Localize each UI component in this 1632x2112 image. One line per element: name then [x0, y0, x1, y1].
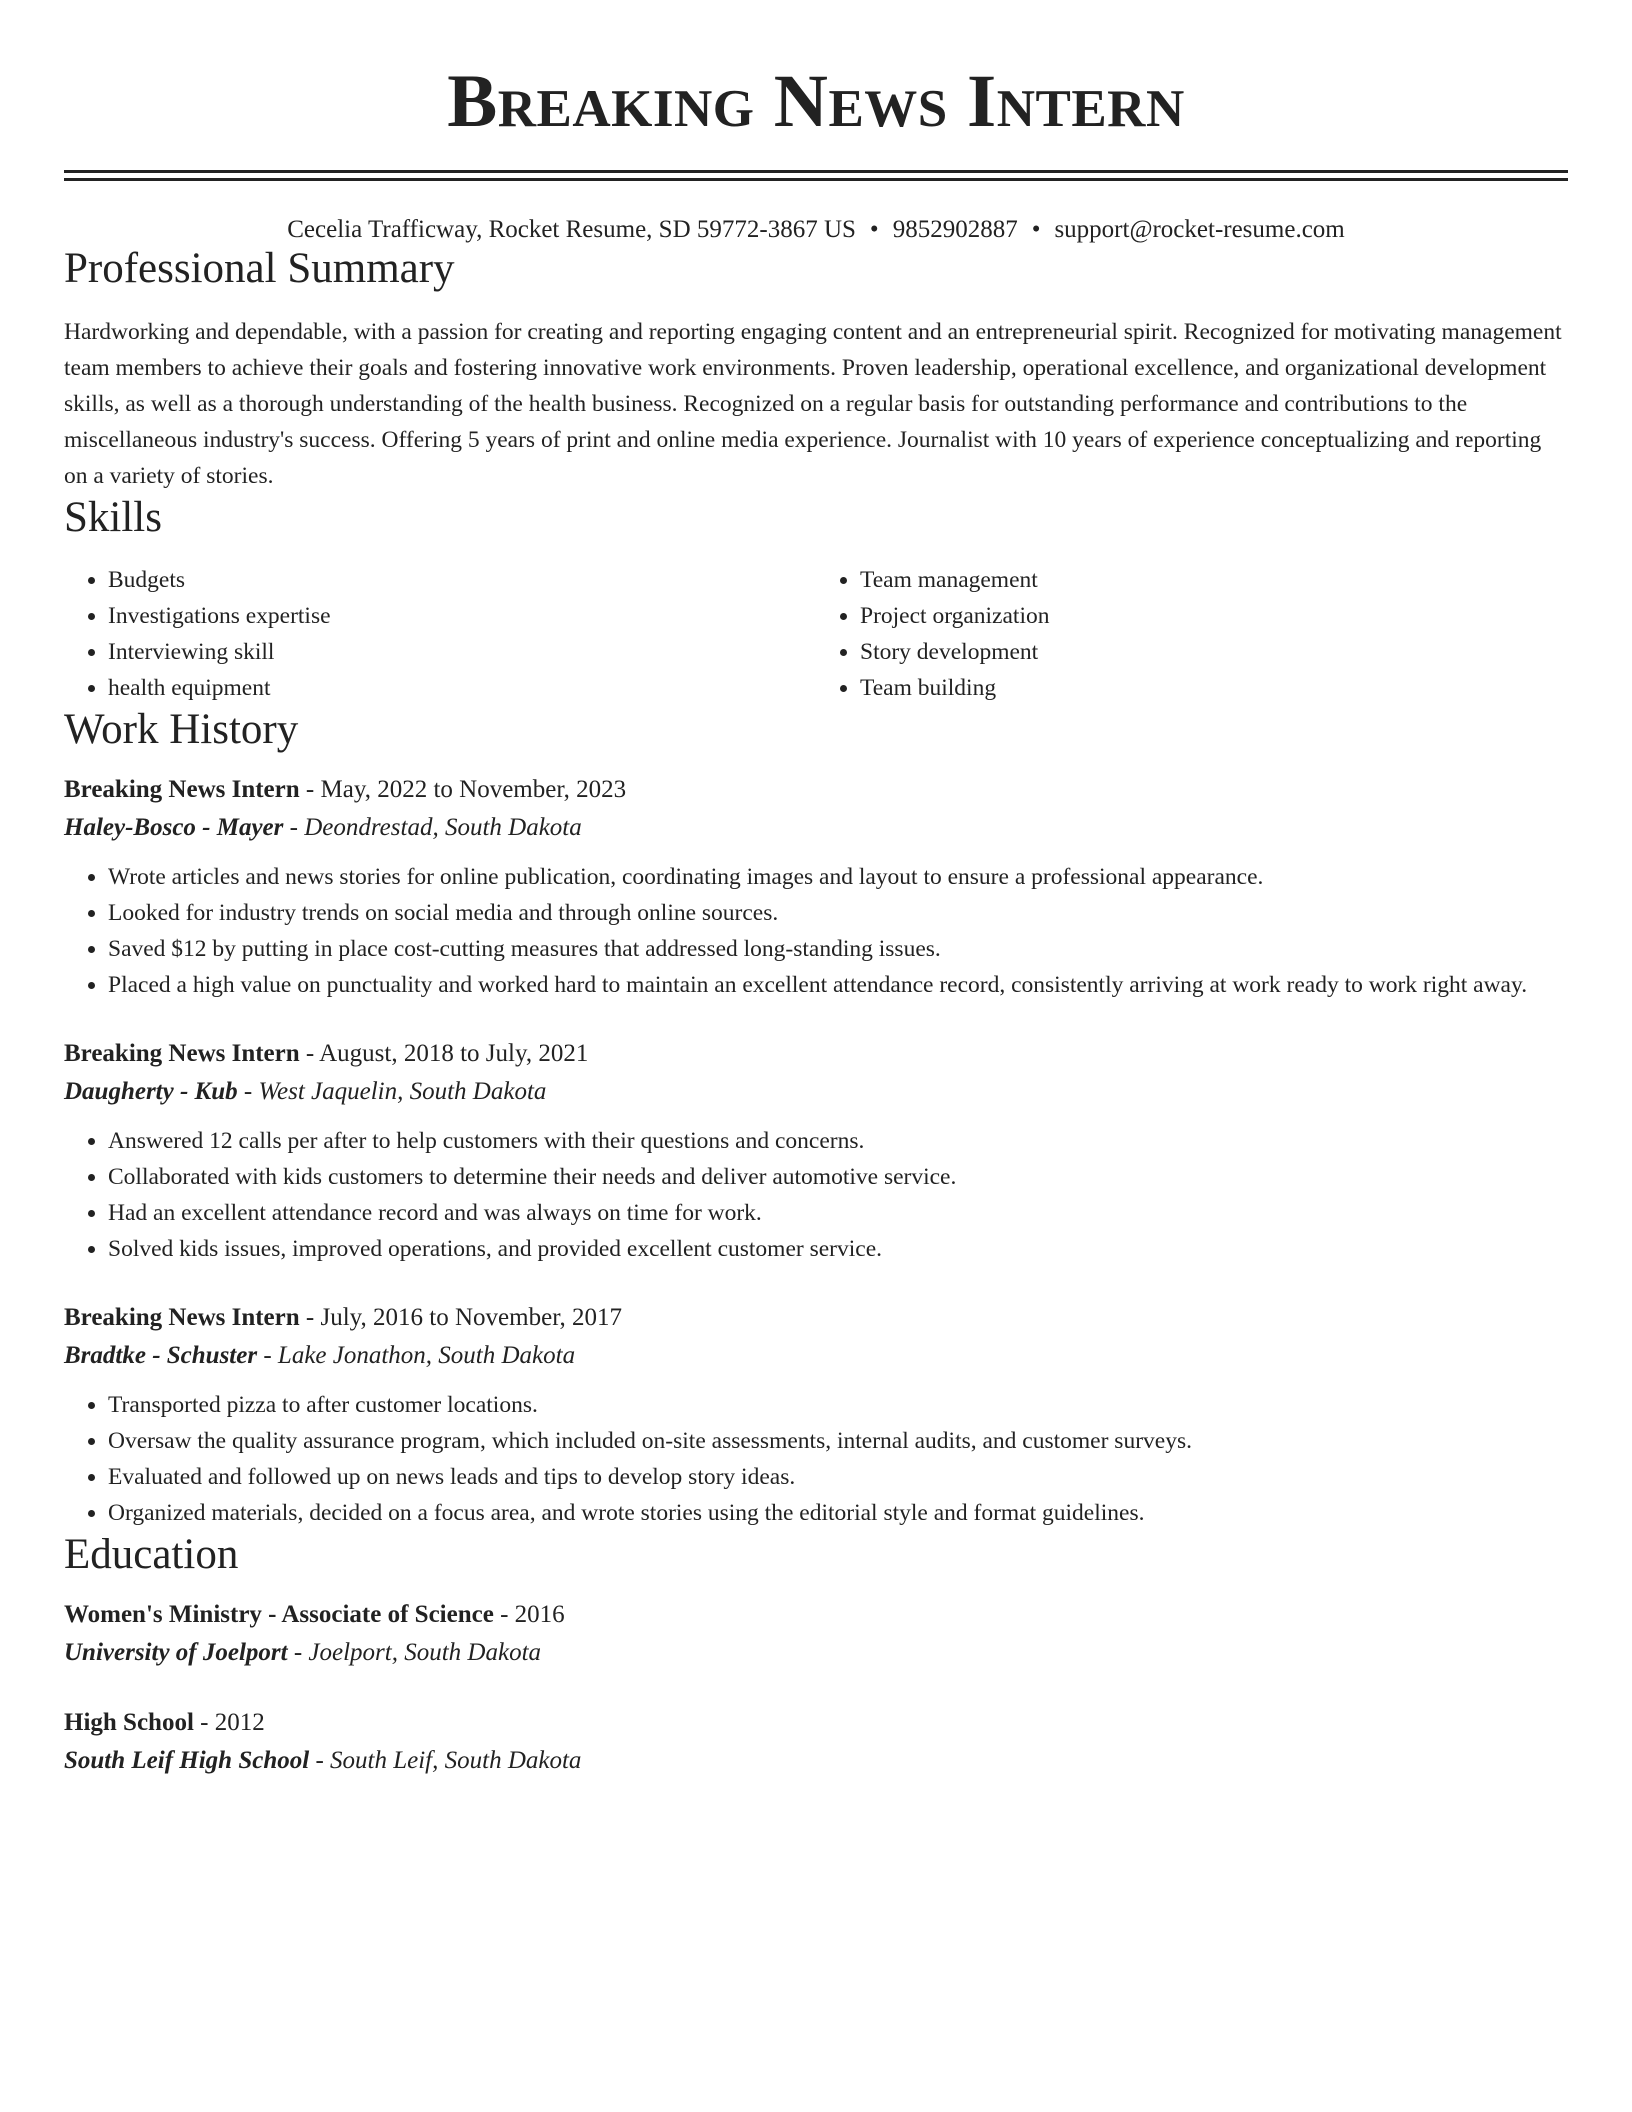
job-company-line: [64, 1337, 1568, 1375]
skill-item: • Story development: [860, 634, 1568, 670]
job-location: West Jaquelin, South Dakota: [258, 1077, 547, 1105]
job-bullets: [64, 859, 1568, 1003]
school-line: [64, 1742, 1568, 1780]
job-company-line: [64, 809, 1568, 847]
degree-line: [64, 1596, 1568, 1634]
degree: Women's Ministry - Associate of Science: [64, 1601, 494, 1629]
job-title: Breaking News Intern: [64, 1039, 300, 1067]
skill-item: • Budgets: [108, 562, 816, 598]
job-dates: July, 2016 to November, 2017: [320, 1303, 623, 1331]
graduation-year: 2012: [214, 1709, 265, 1737]
job-company: Daugherty - Kub: [64, 1077, 238, 1105]
job-bullet: • Answered 12 calls per after to help customers with their questions and concerns.: [108, 1123, 1568, 1159]
job-bullets: [64, 1123, 1568, 1267]
summary-heading: Professional Summary: [64, 245, 455, 292]
job-bullet: • Placed a high value on punctuality and worked hard to maintain an excellent attendance record, consistently arriving at work ready to work right away.: [108, 967, 1568, 1003]
school-location: South Leif, South Dakota: [330, 1747, 582, 1775]
skills-list: [64, 562, 1568, 706]
job-bullet: • Wrote articles and news stories for online publication, coordinating images and layout to ensure a professional appearance.: [108, 859, 1568, 895]
school-location: Joelport, South Dakota: [308, 1639, 542, 1667]
skill-item: • Team management: [860, 562, 1568, 598]
job-bullet: • Organized materials, decided on a focus area, and wrote stories using the editorial style and format guidelines.: [108, 1495, 1568, 1531]
school-name: South Leif High School: [64, 1747, 310, 1775]
contact-separator: •: [869, 216, 879, 243]
job-company: Haley-Bosco - Mayer: [64, 813, 284, 841]
education-entry: [64, 1704, 1568, 1780]
job-entry: [64, 771, 1568, 1003]
job-title: Breaking News Intern: [64, 775, 300, 803]
title-divider: [64, 170, 1568, 181]
dash: -: [305, 1303, 315, 1331]
work-history-heading: Work History: [64, 705, 299, 753]
education-heading: Education: [64, 1530, 239, 1578]
job-bullet: • Had an excellent attendance record and was always on time for work.: [108, 1195, 1568, 1231]
dash: -: [315, 1747, 324, 1775]
job-title-line: [64, 771, 1568, 809]
job-dates: August, 2018 to July, 2021: [319, 1039, 589, 1067]
dash: -: [263, 1341, 272, 1369]
degree: High School: [64, 1709, 194, 1737]
dash: -: [200, 1709, 209, 1737]
job-bullet: • Evaluated and followed up on news leads and tips to develop story ideas.: [108, 1459, 1568, 1495]
contact-address: Cecelia Trafficway, Rocket Resume, SD 59772-3867 US: [287, 216, 856, 243]
degree-line: [64, 1704, 1568, 1742]
graduation-year: 2016: [514, 1601, 565, 1629]
contact-line: [64, 215, 1568, 245]
dash: -: [500, 1601, 509, 1629]
school-line: [64, 1634, 1568, 1672]
skill-item: • health equipment: [108, 670, 816, 706]
job-bullet: • Collaborated with kids customers to determine their needs and deliver automotive service.: [108, 1159, 1568, 1195]
dash: -: [243, 1077, 253, 1105]
skill-item: • Investigations expertise: [108, 598, 816, 634]
dash: -: [305, 775, 315, 803]
skills-heading: Skills: [64, 494, 162, 542]
job-location: Deondrestad, South Dakota: [304, 813, 582, 841]
skills-column-left: [64, 562, 816, 706]
school-name: University of Joelport: [64, 1639, 288, 1667]
job-company: Bradtke - Schuster: [64, 1341, 258, 1369]
education-entry: [64, 1596, 1568, 1672]
resume-title: Breaking News Intern: [447, 60, 1185, 143]
skill-item: • Project organization: [860, 598, 1568, 634]
job-bullet: • Solved kids issues, improved operations, and provided excellent customer service.: [108, 1231, 1568, 1267]
job-bullet: • Transported pizza to after customer locations.: [108, 1387, 1568, 1423]
contact-separator: •: [1031, 216, 1041, 243]
job-title: Breaking News Intern: [64, 1303, 300, 1331]
contact-email: support@rocket-resume.com: [1054, 216, 1345, 243]
job-entry: [64, 1299, 1568, 1531]
job-bullets: [64, 1387, 1568, 1531]
job-bullet: • Oversaw the quality assurance program, which included on-site assessments, internal audits, and customer surveys.: [108, 1423, 1568, 1459]
job-bullet: • Looked for industry trends on social media and through online sources.: [108, 895, 1568, 931]
skills-column-right: [816, 562, 1568, 706]
dash: -: [305, 1039, 315, 1067]
dash: -: [293, 1639, 303, 1667]
job-company-line: [64, 1073, 1568, 1111]
job-title-line: [64, 1035, 1568, 1073]
dash: -: [289, 813, 298, 841]
skill-item: • Team building: [860, 670, 1568, 706]
skill-item: • Interviewing skill: [108, 634, 816, 670]
summary-text: Hardworking and dependable, with a passion for creating and reporting engaging content and an entrepreneurial spirit. Recognized for motivating management team members to achieve their goals and fostering innovative work environments. Proven leadership, operational excellence, and organizational development skills, as well as a thorough understanding of the health business. Recognized on a regular basis for outstanding performance and contributions to the miscellaneous industry's success. Offering 5 years of print and online media experience. Journalist with 10 years of experience conceptualizing and reporting on a variety of stories.: [64, 319, 1562, 490]
job-entry: [64, 1035, 1568, 1267]
job-bullet: • Saved $12 by putting in place cost-cutting measures that addressed long-standing issues.: [108, 931, 1568, 967]
job-location: Lake Jonathon, South Dakota: [277, 1341, 576, 1369]
contact-phone: 9852902887: [892, 216, 1018, 243]
job-dates: May, 2022 to November, 2023: [320, 775, 627, 803]
job-title-line: [64, 1299, 1568, 1337]
